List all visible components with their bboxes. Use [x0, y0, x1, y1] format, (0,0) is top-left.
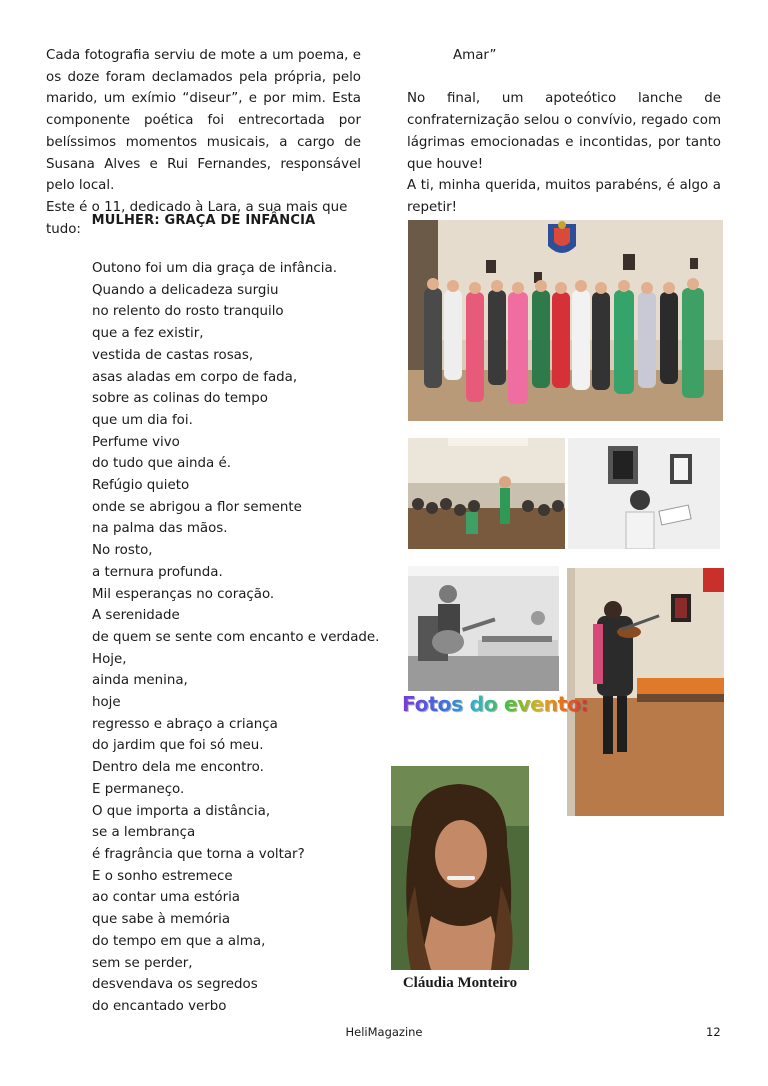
- poem-line: que sabe à memória: [92, 912, 231, 928]
- dedication-line: Este é o 11, dedicado à Lara, a sua mais que tudo:: [46, 199, 348, 237]
- poem-line: No rosto,: [92, 543, 153, 559]
- poem-line: do tempo em que a alma,: [92, 933, 266, 949]
- author-portrait: [391, 766, 529, 970]
- wishes-paragraph: A ti, minha querida, muitos parabéns, é algo a repetir!: [407, 178, 721, 215]
- poem-line: Quando a delicadeza surgiu: [92, 282, 279, 298]
- intro-paragraph: Cada fotografia serviu de mote a um poema, e os doze foram declamados pela própria, pelo marido, um exímio “diseur”, e por mim. Esta componente poética foi entrecortada por belíssimos momentos musicais, a cargo de Susana Alves e Rui Fernandes, responsável pelo local.: [46, 48, 361, 194]
- poem-line: Dentro dela me encontro.: [92, 760, 264, 776]
- audience-photo: [408, 438, 565, 549]
- poem-line: ao contar uma estória: [92, 890, 240, 906]
- poem-line: que um dia foi.: [92, 412, 193, 428]
- poem-line: do jardim que foi só meu.: [92, 738, 264, 754]
- poem-line: onde se abrigou a flor semente: [92, 499, 302, 515]
- poem-line: sem se perder,: [92, 955, 193, 971]
- poem-line: E o sonho estremece: [92, 868, 233, 884]
- intro-text: [46, 45, 361, 240]
- poem-line: se a lembrança: [92, 825, 196, 841]
- event-photos-label: Fotos do evento:: [402, 692, 589, 716]
- footer-magazine-name: HeliMagazine: [345, 1025, 423, 1039]
- poem-line: desvendava os segredos: [92, 977, 258, 993]
- poem-line: E permaneço.: [92, 781, 185, 797]
- poem-continuation: Amar”: [453, 48, 497, 63]
- portrait-caption: Cláudia Monteiro: [402, 975, 518, 991]
- poem-line: é fragrância que torna a voltar?: [92, 846, 305, 862]
- poem-line: hoje: [92, 695, 121, 711]
- poem-line: Perfume vivo: [92, 434, 180, 450]
- poem-line: que a fez existir,: [92, 326, 204, 342]
- poem-line: a ternura profunda.: [92, 564, 223, 580]
- poem-line: Refúgio quieto: [92, 478, 190, 494]
- poem-line: sobre as colinas do tempo: [92, 391, 268, 407]
- poem-line: vestida de castas rosas,: [92, 347, 254, 363]
- page-number: 12: [706, 1025, 721, 1039]
- singer-photo: [568, 438, 720, 549]
- poem-line: Outono foi um dia graça de infância.: [92, 261, 337, 276]
- poem-title: MULHER: GRAÇA DE INFÂNCIA: [91, 213, 316, 228]
- poem-line: na palma das mãos.: [92, 521, 228, 537]
- poem-line: do tudo que ainda é.: [92, 456, 231, 472]
- poem-line: Mil esperanças no coração.: [92, 586, 275, 602]
- poem-line: do encantado verbo: [92, 998, 227, 1014]
- poem-line: no relento do rosto tranquilo: [92, 304, 284, 320]
- poem-line: asas aladas em corpo de fada,: [92, 369, 298, 385]
- violinist-photo: [567, 568, 724, 816]
- right-column-text: [407, 45, 721, 219]
- poem-line: Hoje,: [92, 651, 127, 667]
- group-photo: [408, 220, 723, 421]
- coat-of-arms: [548, 221, 576, 253]
- closing-paragraph: No final, um apoteótico lanche de confraternização selou o convívio, regado com lágrimas emocionadas e incontidas, por tanto que houve!: [407, 91, 721, 172]
- poem-body: [92, 258, 380, 1018]
- guitar-player-photo: [408, 566, 559, 691]
- poem-line: regresso e abraço a criança: [92, 716, 278, 732]
- poem-line: de quem se sente com encanto e verdade.: [92, 629, 380, 645]
- poem-line: ainda menina,: [92, 673, 188, 689]
- poem-line: O que importa a distância,: [92, 803, 271, 819]
- poem-line: A serenidade: [92, 608, 180, 624]
